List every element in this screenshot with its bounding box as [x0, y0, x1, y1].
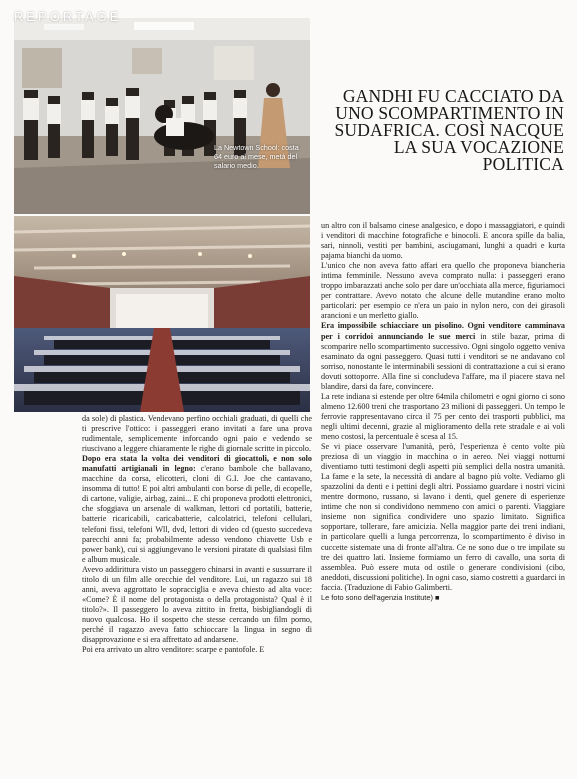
left-paragraph-3: Avevo addirittura visto un passeggero chinarsi in avanti e sussurrare il titolo di un film alle orecchie del venditore. Lui, un ragazzo sui 18 anni, aveva aggrottato le sopracciglia e aveva chiesto ad alta voce: «Come? È il nome del protagonista o della protagonista? Qual è il titolo?». Il passeggero lo aveva zittito in fretta, bisbigliandogli di nuovo qualcosa. Ho il sospetto che stesse cercando un film porno, perché il ragazzo aveva fatto schioccare la lingua in segno di disapprovazione e si era affrettato ad andarsene.	[82, 564, 312, 645]
left-paragraph-4: Poi era arrivato un altro venditore: scarpe e pantofole. E	[82, 645, 265, 655]
left-text-column	[82, 414, 312, 655]
photo-caption: La Newtown School: costa 64 euro al mese, metà del salario medio.	[214, 143, 299, 170]
right-paragraph-1: un altro con il balsamo cinese analgesico, e dopo i massaggiatori, e quindi i venditori di macchine fotografiche e binocoli. E ancora spille da balia, sari, ninnoli, vestiti per bambini, asciugamani, lunghi a quadri e kurta pajama bianchi da uomo.	[321, 221, 565, 261]
photo-dance-class	[14, 18, 310, 214]
photo-credit: Le foto sono dell'agenzia Institute) ■	[321, 592, 440, 602]
right-paragraph-2: L'unico che non aveva fatto affari era quello che proponeva biancheria intima femminile. Nessuno aveva comprato nulla: i passeggeri erano troppo imbarazzati anche solo per dare un'occhiata alla merce, figuriamoci per contrattare. Avevo notato che alcune delle mutandine erano molto particolari: per esempio ce n'era un paio in nylon nero, con dei girasoli arancioni e un merletto giallo.	[321, 261, 565, 321]
left-paragraph-2-body: c'erano bambole che ballavano, macchine da corsa, elicotteri, cloni di G.I. Joe che cantavano, insomma di tutto! E poi altri ambulanti con borse di pelle, di ecopelle, di cartone, valigie, airbag, zaini... E chi proponeva prodotti elettronici, che sfoggiava un arsenale di walkman, lettori cd portatili, batterie, batterie ricaricabili, caricabatterie, calcolatrici, telefoni cellulari, telefoni fissi, telefoni Wll, dvd, lettori di video cd (questo succedeva parecchi anni fa; probabilmente adesso vendono chiavette Usb e power bank), cui si aggiungevano le versioni piratate di qualsiasi film e album musicale.	[82, 464, 313, 564]
right-paragraph-5: Se vi piace osservare l'umanità, però, l'esperienza è cento volte più preziosa di un viaggio in macchina o in aereo. Nei viaggi notturni diventiamo tutti testimoni degli aspetti più semplici della nostra umanità. La fame e la sete, la necessità di andare al bagno più volte. Vediamo gli spazzolini da denti e i pettini degli altri. Possiamo guardare i nostri vicini mentre dormono, russano, si lavano i denti, quel genere di esperienze intime che non si condividono nemmeno con amici o parenti. Viaggiare insieme non significa condividere uno spazio limitato. Significa sopportare, tollerare, fare amicizia. Nella maggior parte dei treni indiani, in particolare quelli a lunga percorrenza, lo scompartimento è diviso in cuccette sistemate una di fronte all'altra. Ce ne sono due o tre impilate su tre dei quattro lati. Insieme formiamo un ferro di cavallo, una sorta di assemblea. Può essere muta od ostile o generare condivisioni (cibo, aneddoti, discussioni politiche). In ogni caso, siamo costretti a guardarci in faccia. (Traduzione di Fabio Galimberti.	[321, 442, 565, 592]
dance-class-illustration	[14, 18, 310, 214]
auditorium-illustration	[14, 216, 310, 412]
right-text-column	[321, 221, 565, 603]
section-label: REPORTAGE	[14, 9, 122, 24]
right-paragraph-3-lead: Era impossibile schiacciare un pisolino. Ogni venditore camminava per i corridoi annunciando le sue merci	[321, 321, 565, 341]
left-paragraph-1: da sole) di plastica. Vendevano perfino occhiali graduati, di quelli che ti prescrive l'ottico: i passeggeri erano invitati a fare una prova rudimentale, semplicemente inforcando ogni paio e vedendo se riuscivano a leggere chiaramente le righe di giornale scritte in piccolo.	[82, 414, 312, 454]
left-paragraph-2-lead: Dopo era stata la volta dei venditori di giocattoli, e non solo manufatti artigianali in legno:	[82, 454, 312, 474]
right-paragraph-3	[321, 321, 565, 391]
right-paragraph-3-body: in stile bazar, prima di scomparire nello scompartimento successivo. Ogni singolo oggetto veniva esaminato da ogni passeggero. Quasi tutti i venditori se ne andavano col sorriso, nonostante le interminabili sessioni di contrattazione a cui si erano dovuti sottoporre. Alla fine si concludeva l'affare, ma il piacere stava nel blandire, darsi da fare, convincere.	[321, 331, 565, 391]
photo-auditorium	[14, 216, 310, 412]
left-paragraph-2	[82, 454, 312, 565]
headline: GANDHI FU CACCIATO DA UNO SCOMPARTIMENTO IN SUDAFRICA. COSÌ NACQUE LA SUA VOCAZIONE POLITICA	[334, 86, 564, 174]
right-paragraph-4: La rete indiana si estende per oltre 64mila chilometri e ogni giorno ci sono almeno 12.600 treni che trasportano 23 milioni di passeggeri. Un tempo le ferrovie rappresentavano circa il 75 per cento dei trasporti pubblici, ma negli ultimi decenni, grazie al miglioramento della rete stradale e ai voli meno costosi, la percentuale è scesa al 15.	[321, 391, 565, 441]
